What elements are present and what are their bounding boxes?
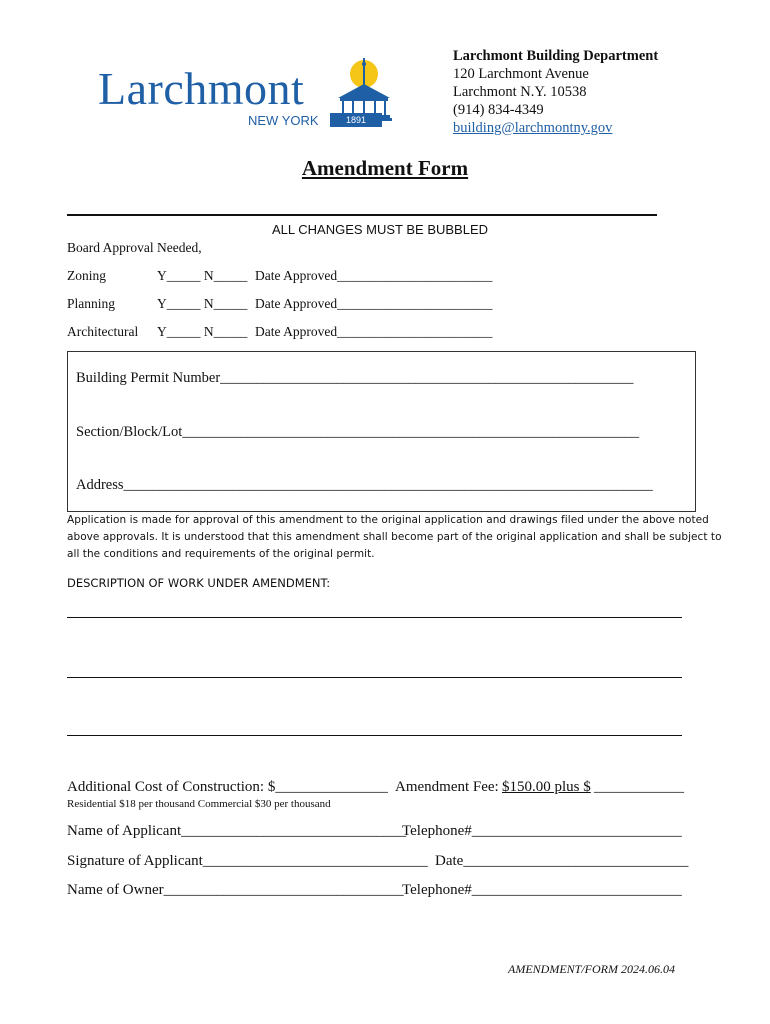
application-text-line: all the conditions and requirements of the original permit. [67,548,375,560]
planning-label: Planning [67,296,116,311]
application-text-line: Application is made for approval of this amendment to the original application and drawings filed under the above noted [67,514,709,526]
logo-wordmark: Larchmont [98,63,305,114]
zoning-yes-no[interactable]: Y_____ N_____ [157,268,248,283]
logo-year: 1891 [330,113,382,127]
signature-date-field[interactable]: Date______________________________ [435,853,689,869]
department-city: Larchmont N.Y. 10538 [453,84,587,100]
zoning-label: Zoning [67,268,106,283]
applicant-telephone-field[interactable]: Telephone#____________________________ [402,823,682,839]
address-field[interactable]: Address_________________________________________________________________________ [76,477,653,493]
fee-rate-note: Residential $18 per thousand Commercial $30 per thousand [67,798,331,810]
zoning-date-approved[interactable]: Date Approved_______________________ [255,268,493,283]
description-line[interactable] [67,735,682,736]
department-email-link[interactable]: building@larchmontny.gov [453,120,613,136]
owner-name-field[interactable]: Name of Owner________________________________ [67,882,404,898]
department-name: Larchmont Building Department [453,48,659,64]
application-text-line: above approvals. It is understood that this amendment shall become part of the original application and shall be subject to [67,531,722,543]
section-block-lot-field[interactable]: Section/Block/Lot_______________________________________________________________ [76,424,640,440]
applicant-signature-field[interactable]: Signature of Applicant______________________________ [67,853,428,869]
description-line[interactable] [67,617,682,618]
applicant-name-field[interactable]: Name of Applicant______________________________ [67,823,407,839]
title-divider [67,214,657,216]
description-label: DESCRIPTION OF WORK UNDER AMENDMENT: [67,576,331,590]
amendment-fee-blank[interactable]: ____________ [594,779,684,795]
building-permit-number-field[interactable]: Building Permit Number_________________________________________________________ [76,370,634,386]
owner-telephone-field[interactable]: Telephone#____________________________ [402,882,682,898]
department-phone: (914) 834-4349 [453,102,544,118]
bubbled-notice: ALL CHANGES MUST BE BUBBLED [272,222,489,237]
logo-state: NEW YORK [248,113,319,128]
amendment-fee-value: $150.00 plus $ [502,779,591,795]
amendment-fee-label: Amendment Fee: [395,779,499,795]
description-line[interactable] [67,677,682,678]
department-street: 120 Larchmont Avenue [453,66,589,82]
architectural-label: Architectural [67,324,139,339]
board-approval-heading: Board Approval Needed, [67,240,202,255]
planning-date-approved[interactable]: Date Approved_______________________ [255,296,493,311]
planning-yes-no[interactable]: Y_____ N_____ [157,296,248,311]
form-footer: AMENDMENT/FORM 2024.06.04 [508,962,675,976]
architectural-date-approved[interactable]: Date Approved_______________________ [255,324,493,339]
additional-cost-field[interactable]: Additional Cost of Construction: $_______________ [67,779,388,795]
architectural-yes-no[interactable]: Y_____ N_____ [157,324,248,339]
form-title: Amendment Form [301,156,469,180]
